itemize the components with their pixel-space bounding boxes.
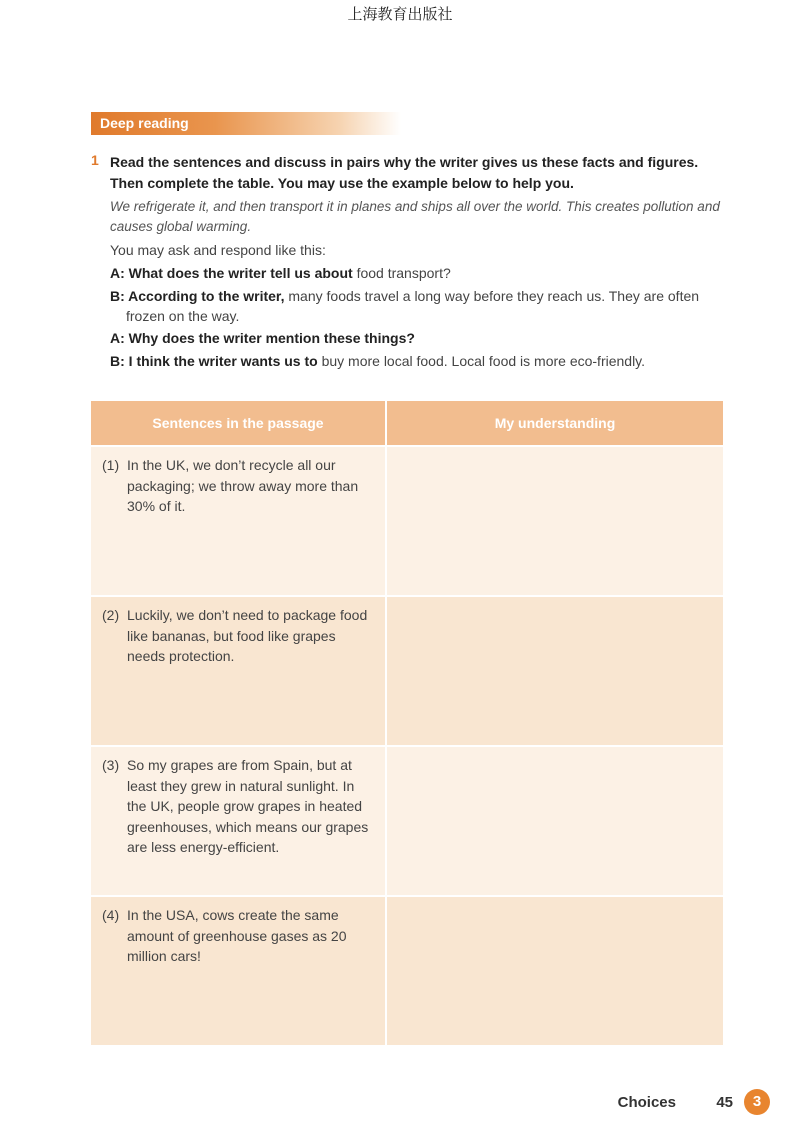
dialogue-line: A: Why does the writer mention these things? xyxy=(110,330,415,346)
sentence-cell xyxy=(91,896,386,1045)
column-header-understanding: My understanding xyxy=(386,401,723,446)
row-number: (1) xyxy=(102,457,120,473)
sentence-cell xyxy=(91,446,386,596)
column-header-sentences: Sentences in the passage xyxy=(91,401,386,446)
row-number: (2) xyxy=(102,607,120,623)
task-instruction xyxy=(110,152,725,194)
unit-title: Choices xyxy=(617,1094,676,1111)
answer-cell[interactable] xyxy=(386,896,723,1045)
understanding-table xyxy=(91,401,723,1045)
ask-intro: You may ask and respond like this: xyxy=(110,242,326,258)
task-body xyxy=(110,152,725,372)
page-footer xyxy=(610,1089,770,1115)
table-row xyxy=(91,896,723,1045)
section-banner xyxy=(91,112,401,135)
task-number: 1 xyxy=(91,152,99,168)
sentence-cell xyxy=(91,596,386,746)
example-sentence: We refrigerate it, and then transport it in planes and ships all over the world. This creates pollution and causes global warming. xyxy=(110,199,720,234)
unit-badge: 3 xyxy=(744,1089,770,1115)
answer-cell[interactable] xyxy=(386,446,723,596)
sentence-text: Luckily, we don’t need to package food like bananas, but food like grapes needs protection. xyxy=(127,607,368,664)
table-row xyxy=(91,596,723,746)
sentence-text: So my grapes are from Spain, but at least they grew in natural sunlight. In the UK, people grow grapes in heated greenhouses, which means our grapes are less energy-efficient. xyxy=(127,757,369,855)
dialogue-line: B: I think the writer wants us to buy more local food. Local food is more eco-friendly. xyxy=(110,353,646,369)
table-row xyxy=(91,746,723,896)
sentence-text: In the USA, cows create the same amount of greenhouse gases as 20 million cars! xyxy=(127,907,347,964)
publisher-name: 上海教育出版社 xyxy=(347,5,453,23)
sentence-text: In the UK, we don’t recycle all our packaging; we throw away more than 30% of it. xyxy=(127,457,359,514)
answer-cell[interactable] xyxy=(386,746,723,896)
section-title: Deep reading xyxy=(100,115,189,131)
instruction-line-1: Read the sentences and discuss in pairs why the writer gives us these facts and figures. xyxy=(110,154,699,170)
row-number: (3) xyxy=(102,757,120,773)
dialogue-line: A: What does the writer tell us about food transport? xyxy=(110,265,451,281)
instruction-line-2: Then complete the table. You may use the example below to help you. xyxy=(110,175,574,191)
table-row xyxy=(91,446,723,596)
answer-cell[interactable] xyxy=(386,596,723,746)
dialogue-line: B: According to the writer, many foods travel a long way before they reach us. They are often frozen on the way. xyxy=(110,288,700,324)
sentence-cell xyxy=(91,746,386,896)
page-number: 45 xyxy=(716,1094,733,1111)
row-number: (4) xyxy=(102,907,120,923)
